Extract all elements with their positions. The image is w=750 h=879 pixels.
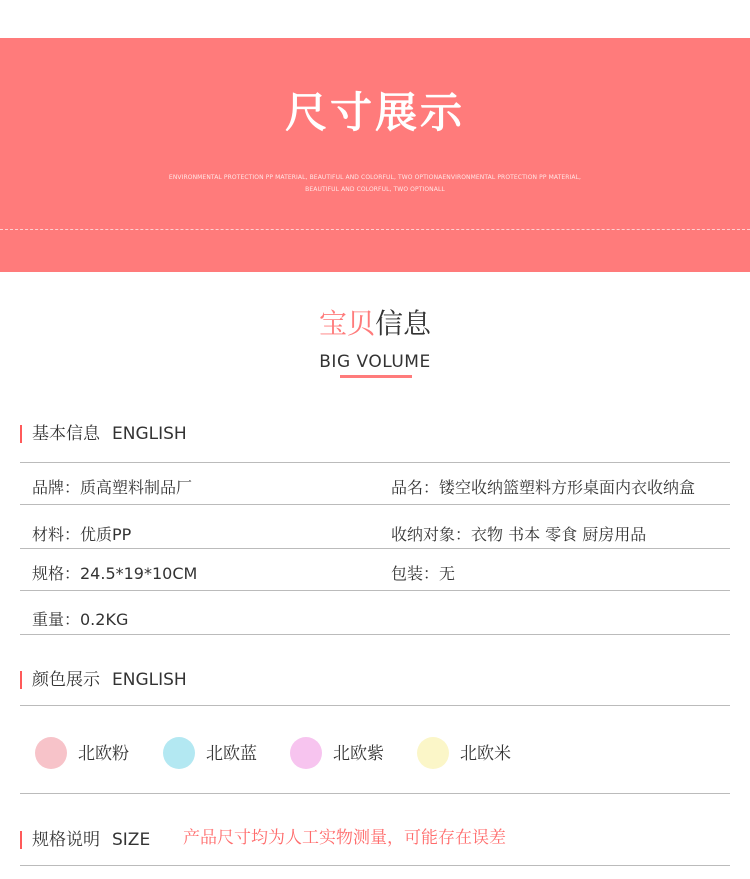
size-title-en: SIZE xyxy=(112,830,151,850)
color-swatch-beige xyxy=(417,737,449,769)
brand-field: 品牌：质高塑料制品厂 xyxy=(32,478,193,497)
divider xyxy=(20,504,730,505)
heading-bar xyxy=(20,671,22,689)
size-title: 规格说明 xyxy=(32,830,100,850)
divider xyxy=(20,590,730,591)
size-heading xyxy=(20,830,150,850)
color-swatch-purple xyxy=(290,737,322,769)
size-disclaimer: 产品尺寸均为人工实物测量，可能存在误差 xyxy=(183,828,506,848)
spec-field: 规格：24.5*19*10CM xyxy=(32,564,198,583)
divider xyxy=(20,548,730,549)
size-banner xyxy=(0,38,750,272)
info-section-underline xyxy=(340,375,412,378)
color-label-blue: 北欧蓝 xyxy=(206,744,257,764)
banner-dashed-divider xyxy=(0,229,750,230)
color-swatch-pink xyxy=(35,737,67,769)
divider xyxy=(20,705,730,706)
divider xyxy=(20,793,730,794)
divider xyxy=(20,865,730,866)
colors-heading xyxy=(20,670,187,690)
colors-title-en: ENGLISH xyxy=(112,670,187,690)
info-title-rest: 信息 xyxy=(375,307,432,340)
weight-field: 重量：0.2KG xyxy=(32,610,129,629)
info-title-accent: 宝贝 xyxy=(318,307,375,340)
divider xyxy=(20,634,730,635)
color-swatch-blue xyxy=(163,737,195,769)
info-section-subtitle: BIG VOLUME xyxy=(319,352,431,372)
basic-info-title-en: ENGLISH xyxy=(112,424,187,444)
basic-info-title: 基本信息 xyxy=(32,424,100,444)
package-field: 包装：无 xyxy=(391,564,456,583)
heading-bar xyxy=(20,831,22,849)
banner-title: 尺寸展示 xyxy=(284,88,465,137)
divider xyxy=(20,462,730,463)
color-label-pink: 北欧粉 xyxy=(78,744,129,764)
banner-subtitle: ENVIRONMENTAL PROTECTION PP MATERIAL, BEAUTIFUL AND COLORFUL, TWO OPTIONAENVIRONMENTAL PROTECTION PP MATERIAL, BEAUTIFUL AND COLORFUL, TWO OPTIONALL xyxy=(168,174,582,193)
colors-title: 颜色展示 xyxy=(32,670,100,690)
product-name-field: 品名：镂空收纳篮塑料方形桌面内衣收纳盒 xyxy=(391,478,696,497)
basic-info-heading xyxy=(20,424,187,444)
heading-bar xyxy=(20,425,22,443)
storage-field: 收纳对象：衣物 书本 零食 厨房用品 xyxy=(391,525,647,544)
material-field: 材料：优质PP xyxy=(32,525,132,544)
info-section-title xyxy=(0,302,750,342)
color-label-purple: 北欧紫 xyxy=(333,744,384,764)
color-label-beige: 北欧米 xyxy=(460,744,511,764)
